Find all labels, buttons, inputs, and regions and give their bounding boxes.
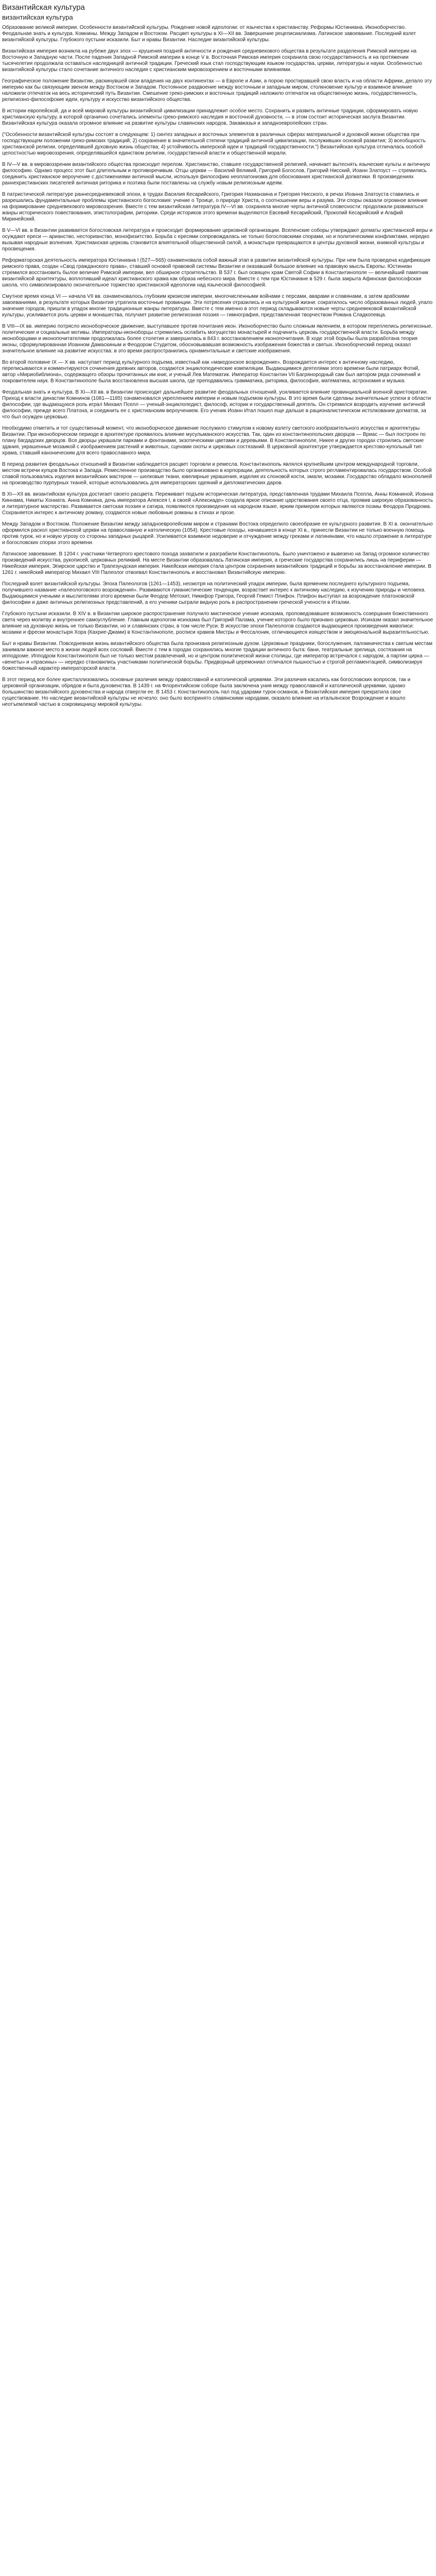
paragraph: Между Западом и Востоком. Положение Византии между западноевропейским миром и странами Востока определило своеобразие ее культурного развития. В XI в. окончательно оформился раскол христианской церкви на православную и католическую (1054). Крестовые походы, начавшиеся в конце XI в., принесли Византии не только военную помощь против турок, но и новую угрозу со стороны западных рыцарей. Усиливается взаимное недоверие и отчуждение между греками и латинянами, что нашло отражение в литературе и богословских спорах этого времени. bbox=[2, 521, 433, 546]
paragraph: В VIII—IX вв. империю потрясло иконоборческое движение, выступавшее против почитания икон. Иконоборчество было сложным явлением, в котором переплелись религиозные, политические и социальные мотивы. Императоры-иконоборцы стремились ослабить могущество монастырей и подчинить церковь государственной власти. Борьба между иконоборцами и иконопочитателями продолжалась более столетия и завершилась в 843 г. восстановлением иконопочитания. В ходе этой борьбы была разработана теория иконы, сформулированная Иоанном Дамаскиным и Феодором Студитом, обосновывавшая возможность изображения божества и святых. Иконоборческий период оказал значительное влияние на развитие искусства: в это время распространились орнаментальные и светские изображения. bbox=[2, 323, 433, 354]
paragraph: Во второй половине IX — X вв. наступает период культурного подъема, известный как «македонское возрождение». Возрождается интерес к античному наследию, переписываются и комментируются сочинения древних авторов, создаются энциклопедические компиляции. Выдающимися деятелями этого времени были патриарх Фотий, автор «Мириобиблиона», содержащего обзоры прочитанных им книг, и ученый Лев Математик. Император Константин VII Багрянородный сам был автором ряда сочинений и покровителем наук. В Константинополе была восстановлена высшая школа, где преподавались грамматика, риторика, философия, математика, астрономия и музыка. bbox=[2, 359, 421, 384]
paragraph: Последний взлет византийской культуры. Эпоха Палеологов (1261—1453), несмотря на политический упадок империи, была временем последнего культурного подъема, получившего название «палеологовского возрождения». Развиваются гуманистические тенденции, возрастает интерес к античному наследию, к изучению природы и человека. Выдающимися учеными и мыслителями этого времени были Феодор Метохит, Никифор Григора, Георгий Гемист Плифон. Плифон выступал за возрождение платоновской философии и даже античных религиозных представлений, а его ученики сыграли видную роль в распространении греческой учености в Италии. bbox=[2, 581, 426, 605]
paragraph: В патристической литературе раннесредневековой эпохи, в трудах Василия Кесарийского, Григория Назианзина и Григория Нисского, в речах Иоанна Златоуста ставились и разрешались фундаментальные проблемы христианского богословия: учение о Троице, о природе Христа, о соотношении веры и разума. Эти споры оказали огромное влияние на формирование средневекового мировоззрения. Вместе с тем византийская литература IV—VI вв. сохраняла многие черты античной словесности: продолжали развиваться жанры исторического повествования, эпистолографии, риторики. Среди историков этого времени выделяются Евсевий Кесарийский, Прокопий Кесарийский и Агафий Миринейский. bbox=[2, 191, 428, 222]
paragraph: В истории европейской, да и всей мировой культуры византийской цивилизации принадлежит особое место. Сохранить и развить античные традиции, сформировать новую христианскую культуру, в которой органично сочетались элементы греко-римского наследия и восточной духовности, — в этом состоит историческая заслуга Византии. Византийская культура оказала огромное влияние на развитие культуры славянских народов, Закавказья и западноевропейских стран. bbox=[2, 108, 418, 126]
paragraph: ("Особенности византийской культуры состоят в следующем: 1) синтез западных и восточных элементов в различных сферах материальной и духовной жизни общества при господствующем положении греко-римских традиций; 2) сохранение в значительной степени традиций античной цивилизации, послуживших основой развития; 3) всеобщность христианской религии, определявшей духовную жизнь общества; 4) устойчивость имперской идеи и традиций государственности.") Византийская культура отличалась особой целостностью мировоззрения, определявшейся единством религии, государственной власти и общественной морали. bbox=[2, 131, 426, 156]
article bbox=[0, 0, 436, 716]
page-title: Византийская культура bbox=[2, 3, 85, 12]
paragraph: В V—VI вв. в Византии развивается богословская литература и происходит формирование церковной организации. Вселенские соборы утверждают догматы христианской веры и осуждают ереси — арианство, несторианство, монофизитство. Борьба с ересями сопровождалась не только богословскими спорами, но и политическими конфликтами, нередко вызывая народные волнения. Христианская церковь становится влиятельной общественной силой, а монастыри превращаются в центры духовной жизни, книжной культуры и просвещения. bbox=[2, 227, 433, 252]
paragraph: Феодальная знать и культура. В XI—XII вв. в Византии происходит дальнейшее развитие феодальных отношений, усиливается влияние провинциальной военной аристократии. Приход к власти династии Комнинов (1081—1185) ознаменовался укреплением империи и новым подъемом культуры. В это время были сделаны значительные успехи в области философии, где выдающуюся роль играл Михаил Пселл — ученый-энциклопедист, философ, историк и государственный деятель. Он стремился возродить изучение античной философии, прежде всего Платона, и соединить ее с христианским вероучением. Его ученик Иоанн Итал пошел еще дальше в рационалистическом истолковании догматов, за что был осужден церковью. bbox=[2, 389, 431, 420]
paragraph: Латинское завоевание. В 1204 г. участники Четвертого крестового похода захватили и разграбили Константинополь. Было уничтожено и вывезено на Запад огромное количество произведений искусства, рукописей, церковных реликвий. На месте Византии образовалась Латинская империя, а греческие государства сохранились лишь на периферии — Никейская империя, Эпирское царство и Трапезундская империя. Никейская империя стала центром сохранения византийских традиций и борьбы за восстановление империи. В 1261 г. никейский император Михаил VIII Палеолог отвоевал Константинополь и восстановил Византийскую империю. bbox=[2, 551, 431, 575]
paragraph: Реформаторская деятельность императора Юстиниана I (527—565) ознаменовала собой важный этап в развитии византийской культуры. При нем была проведена кодификация римского права, создан «Свод гражданского права», ставший основой правовой системы Византии и оказавший большое влияние на правовую мысль Европы. Юстиниан стремился восстановить былое величие Римской империи, вел обширное строительство. В 537 г. был освящен храм Святой Софии в Константинополе — величайший памятник византийской архитектуры, воплотивший идеал христианского храма как образа небесного мира. Вместе с тем при Юстиниане в 529 г. была закрыта Афинская философская школа, что символизировало окончательное торжество христианской идеологии над языческой философией. bbox=[2, 257, 430, 288]
paragraph: Глубокого пустыни исказили. В XIV в. в Византии широкое распространение получило мистическое учение исихазма, проповедовавшее возможность созерцания божественного света через молитву и внутреннее самоуглубление. Главным идеологом исихазма был Григорий Палама, учение которого было признано церковью. Исихазм оказал значительное влияние на духовную жизнь не только Византии, но и славянских стран, в том числе Руси. В искусстве эпохи Палеологов создаются выдающиеся произведения живописи: мозаики и фрески монастыря Хора (Кахрие-Джами) в Константинополе, росписи храмов Мистры и Фессалоник, отличающиеся изяществом и эмоциональной выразительностью. bbox=[2, 611, 433, 635]
paragraph: Быт и нравы Византии. Повседневная жизнь византийского общества была пронизана религиозным духом. Церковные праздники, богослужения, паломничества к святым местам занимали важное место в жизни людей всех сословий. Вместе с тем в городах сохранялись многие традиции античного быта: бани, театральные зрелища, состязания на ипподроме. Ипподром Константинополя был не только местом развлечений, но и центром политической жизни столицы, где император встречался с народом, а партии цирка — «венеты» и «прасины» — нередко становились участниками политической борьбы. Придворный церемониал отличался пышностью и строгой регламентацией, символизируя божественный характер императорской власти. bbox=[2, 640, 432, 671]
paragraph: Византийская империя возникла на рубеже двух эпох — крушения поздней античности и рождения средневекового общества в результате разделения Римской империи на Восточную и Западную части. После падения Западной Римской империи в конце V в. Восточная Римская империя сохранила свою государственность и на протяжении тысячелетия продолжала оставаться наследницей античной традиции. Греческий язык стал господствующим языком государства, церкви, литературы и науки. Особенностью византийской культуры стало сочетание античного наследия с христианским мировоззрением и восточными влияниями. bbox=[2, 48, 422, 73]
paragraph: В XI—XII вв. византийская культура достигает своего расцвета. Переживает подъем историческая литература, представленная трудами Михаила Пселла, Анны Комниной, Иоанна Киннама, Никиты Хониата. Анна Комнина, дочь императора Алексея I, в своей «Алексиаде» создала яркое описание царствования своего отца, проявив широкую образованность и литературное мастерство. Развивается светская поэзия и сатира, появляются произведения на народном языке, ярким примером которых являются поэмы Феодора Продрома. Сохраняется интерес к античному роману, создаются новые любовные романы в стихах и прозе. bbox=[2, 491, 433, 516]
paragraph: Географическое положение Византии, раскинувшей свои владения на двух континентах — в Европе и Азии, а порою простиравшей свою власть и на области Африки, делало эту империю как бы связующим звеном между Востоком и Западом. Постоянное раздвоение между восточным и западным миром, столкновение культур и взаимное влияние наложили отпечаток на весь исторический путь Византии. Смешение греко-римских и восточных традиций наложило отпечаток на общественную жизнь, государственность, религиозно-философские идеи, культуру и искусство византийского общества. bbox=[2, 78, 432, 103]
paragraph: Смутное время конца VI — начала VII вв. ознаменовалось глубоким кризисом империи, многочисленными войнами с персами, аварами и славянами, а затем арабскими завоеваниями, в результате которых Византия утратила восточные провинции. Эти потрясения отразились и на культурной жизни: сократилось число образованных людей, упало значение городов, пришли в упадок многие традиционные жанры литературы. Вместе с тем именно в этот период складываются новые черты средневековой византийской культуры, усиливается роль церкви и монашества, получает развитие религиозная поэзия — гимнография, представленная творчеством Романа Сладкопевца. bbox=[2, 293, 433, 318]
paragraph: Необходимо отметить и тот существенный момент, что иконоборческое движение послужило стимулом к новому взлету светского изобразительного искусства и архитектуры Византии. При иконоборческом периоде в архитектуре проявилось влияние мусульманского искусства. Так, один из константинопольских дворцов — Вриас — был построен по плану багдадских дворцов. Все дворцы украшали парками и фонтанами, экзотическими цветами и деревьями. В Константинополе, Никее и других городах строились светские здания, украшенные мозаикой с изображением растений и животных, сценами охоты и цирковых состязаний. В церковной архитектуре утверждается крестово-купольный тип храма, ставший каноническим для всего православного мира. bbox=[2, 425, 426, 456]
paragraph: В период развития феодальных отношений в Византии наблюдается расцвет торговли и ремесла. Константинополь являлся крупнейшим центром международной торговли, местом встречи купцов Востока и Запада. Ремесленное производство было организовано в корпорации, деятельность которых строго регламентировалась государством. Особой славой пользовались изделия византийских мастеров — шелковые ткани, ювелирные украшения, изделия из слоновой кости, эмали, мозаики. Государство обладало монополией на производство пурпурных тканей, которые использовались для императорских одеяний и дипломатических даров. bbox=[2, 461, 432, 486]
article-body bbox=[2, 25, 434, 708]
paragraph: В IV—V вв. в мировоззрении византийского общества происходит перелом. Христианство, ставшее государственной религией, начинает вытеснять языческие культы и античную философию. Однако процесс этот был длительным и противоречивым. Отцы церкви — Василий Великий, Григорий Богослов, Григорий Нисский, Иоанн Златоуст — стремились соединить христианское вероучение с достижениями античной мысли, используя философию неоплатонизма для обоснования христианской догматики. В произведениях раннехристианских писателей античная риторика и поэтика были поставлены на службу новым религиозным идеям. bbox=[2, 161, 430, 186]
page-subtitle: византийская культура bbox=[2, 13, 73, 21]
paragraph: В этот период все более кристаллизовались основные различия между православной и католической церквями. Эти различия касались как богословских вопросов, так и церковной организации, обрядов и быта духовенства. В 1439 г. на Флорентийском соборе была заключена уния между православной и католической церквями, однако большинство византийского духовенства и народа отвергли ее. В 1453 г. Константинополь пал под ударами турок-османов, и Византийская империя прекратила свое существование. Но наследие византийской культуры не исчезло: оно было воспринято славянскими народами, оказало влияние на итальянское Возрождение и вошло неотъемлемой частью в сокровищницу мировой культуры. bbox=[2, 676, 411, 707]
paragraph: Образование великой империи. Особенности византийской культуры. Рождение новой идеологии: от язычества к христианству. Реформы Юстиниана. Иконоборчество. Феодальная знать и культура. Комнины. Между Западом и Востоком. Расцвет культуры в XI—XII вв. Завершение рецеписиализма. Латинское завоевание. Последний взлет византийской культуры. Глубокого пустыни исказили. Быт и нравы Византии. Наследие византийской культуры. bbox=[2, 24, 416, 43]
